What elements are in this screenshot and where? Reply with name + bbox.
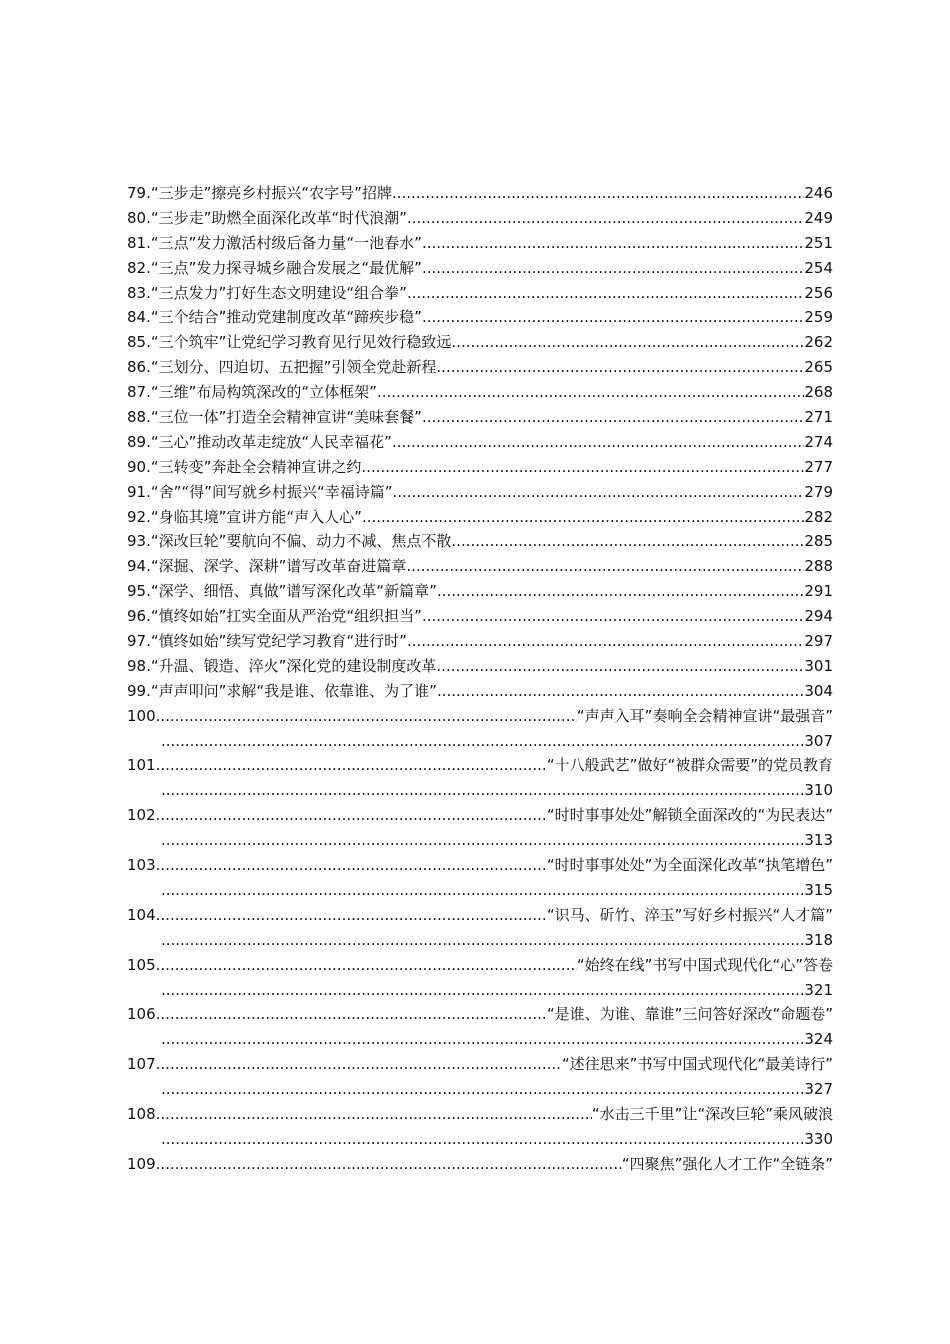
toc-entry-title: “水击三千里”让“深改巨轮”乘风破浪 <box>591 1104 833 1123</box>
toc-entry-continuation <box>127 878 833 903</box>
toc-entry-continuation <box>127 928 833 953</box>
toc-dot-leader <box>393 480 805 505</box>
toc-entry-continuation <box>127 1027 833 1052</box>
toc-entry-number: 80. <box>127 208 151 227</box>
toc-entry-title: “三个筑牢”让党纪学习教育见行见效行稳致远 <box>150 333 452 352</box>
toc-entry-text <box>127 430 392 455</box>
toc-entry-number: 97. <box>127 632 151 651</box>
toc-entry <box>127 430 833 455</box>
toc-page-number: 313 <box>804 831 833 850</box>
toc-page-number: 265 <box>804 358 833 377</box>
toc-page-number: 327 <box>804 1080 833 1099</box>
toc-page-number: 285 <box>804 532 833 551</box>
toc-entry-text <box>127 579 437 604</box>
toc-entry <box>127 330 833 355</box>
toc-entry-number: 108 <box>127 1104 156 1123</box>
toc-page-number: 259 <box>804 308 833 327</box>
toc-page-number: 291 <box>804 582 833 601</box>
toc-entry-number: 84. <box>127 308 151 327</box>
toc-entry-title: “三位一体”打造全会精神宣讲“美味套餐” <box>150 408 422 427</box>
toc-entry-text <box>127 654 436 679</box>
toc-dot-leader <box>156 1152 622 1177</box>
toc-entry-number: 86. <box>127 358 151 377</box>
toc-dot-leader <box>161 1127 804 1152</box>
toc-dot-leader <box>156 953 577 978</box>
toc-dot-leader <box>161 828 804 853</box>
toc-entry-number: 89. <box>127 432 151 451</box>
toc-entry-title: “深改巨轮”要航向不偏、动力不减、焦点不散 <box>150 532 452 551</box>
toc-entry <box>127 1052 833 1077</box>
toc-page-number: 288 <box>804 557 833 576</box>
toc-dot-leader <box>156 803 547 828</box>
toc-entry-number: 93. <box>127 532 151 551</box>
toc-entry-text <box>127 256 422 281</box>
toc-entry <box>127 405 833 430</box>
toc-dot-leader <box>422 604 804 629</box>
toc-entry <box>127 679 833 704</box>
toc-entry-title: “三步走”擦亮乡村振兴“农字号”招牌 <box>150 184 392 202</box>
toc-entry-title: “十八般武艺”做好“被群众需要”的党员教育 <box>546 756 833 775</box>
toc-entry-number: 94. <box>127 557 151 576</box>
toc-entry-text <box>127 529 451 554</box>
toc-entry-text <box>127 355 436 380</box>
toc-page-number: 297 <box>804 632 833 651</box>
toc-entry-title: “三维”布局构筑深改的“立体框架” <box>150 383 377 402</box>
toc-entry-continuation <box>127 1127 833 1152</box>
toc-entry-title: “慎终如始”续写党纪学习教育“进行时” <box>150 632 407 651</box>
toc-entry-title: “是谁、为谁、靠谁”三问答好深改“命题卷” <box>546 1005 833 1024</box>
toc-entry <box>127 206 833 231</box>
toc-entry-number: 88. <box>127 408 151 427</box>
toc-entry-number: 92. <box>127 507 151 526</box>
toc-entry-title: “慎终如始”扛实全面从严治党“组织担当” <box>150 607 422 626</box>
toc-entry-title: “深掘、深学、深耕”谱写改革奋进篇章 <box>150 557 407 576</box>
toc-dot-leader <box>161 878 804 903</box>
toc-entry-text <box>127 405 422 430</box>
toc-entry <box>127 704 833 729</box>
toc-dot-leader <box>392 430 804 455</box>
toc-page-number: 315 <box>804 880 833 899</box>
toc-entry-title: “升温、锻造、淬火”深化党的建设制度改革 <box>150 656 437 675</box>
toc-page-number: 304 <box>804 681 833 700</box>
toc-dot-leader <box>377 380 804 405</box>
toc-entry-title: “述往思来”书写中国式现代化“最美诗行” <box>561 1055 833 1074</box>
toc-entry <box>127 803 833 828</box>
toc-entry <box>127 1102 833 1127</box>
toc-entry-title: “识马、斫竹、淬玉”写好乡村振兴“人才篇” <box>546 905 833 924</box>
toc-page-number: 330 <box>804 1129 833 1148</box>
toc-entry <box>127 380 833 405</box>
toc-dot-leader <box>161 729 804 754</box>
toc-entry <box>127 853 833 878</box>
toc-dot-leader <box>161 978 804 1003</box>
toc-entry-number: 91. <box>127 482 151 501</box>
toc-page-number: 324 <box>804 1030 833 1049</box>
toc-entry <box>127 953 833 978</box>
toc-dot-leader <box>161 778 804 803</box>
toc-page-number: 279 <box>804 482 833 501</box>
toc-entry-number: 100 <box>127 706 156 725</box>
toc-dot-leader <box>422 256 804 281</box>
toc-page-number: 256 <box>804 283 833 302</box>
toc-entry-number: 90. <box>127 457 151 476</box>
toc-entry-number: 96. <box>127 607 151 626</box>
toc-entry-title: “三划分、四迫切、五把握”引领全党赴新程 <box>150 358 437 377</box>
toc-entry-number: 105 <box>127 955 156 974</box>
toc-page-number: 251 <box>804 233 833 252</box>
toc-entry <box>127 529 833 554</box>
toc-page-number: 249 <box>804 208 833 227</box>
toc-dot-leader <box>156 1002 547 1027</box>
toc-dot-leader <box>451 529 804 554</box>
toc-entry-title: “始终在线”书写中国式现代化“心”答卷 <box>576 955 833 974</box>
toc-dot-leader <box>422 231 804 256</box>
toc-dot-leader <box>362 505 804 530</box>
toc-dot-leader <box>156 704 577 729</box>
toc-dot-leader <box>436 654 804 679</box>
toc-entry-text <box>127 281 407 306</box>
toc-entry-number: 101 <box>127 756 156 775</box>
toc-dot-leader <box>156 853 547 878</box>
toc-entry-text <box>127 679 437 704</box>
toc-page-number: 277 <box>804 457 833 476</box>
toc-entry-continuation <box>127 778 833 803</box>
toc-entry-continuation <box>127 828 833 853</box>
toc-entry-number: 109 <box>127 1154 156 1173</box>
toc-entry-title: “四聚焦”强化人才工作“全链条” <box>621 1154 833 1173</box>
toc-dot-leader <box>407 281 804 306</box>
toc-entry-continuation <box>127 978 833 1003</box>
toc-entry-title: “三转变”奔赴全会精神宣讲之约 <box>150 457 362 476</box>
toc-dot-leader <box>161 1077 804 1102</box>
toc-entry <box>127 554 833 579</box>
toc-entry-text <box>127 455 361 480</box>
toc-dot-leader <box>436 355 804 380</box>
toc-page-number: 262 <box>804 333 833 352</box>
toc-entry-text <box>127 629 407 654</box>
toc-entry-number: 103 <box>127 856 156 875</box>
toc-entry-text <box>127 505 362 530</box>
toc-dot-leader <box>451 330 804 355</box>
toc-dot-leader <box>156 903 547 928</box>
toc-page-number: 271 <box>804 408 833 427</box>
toc-dot-leader <box>361 455 804 480</box>
toc-page-number: 301 <box>804 656 833 675</box>
toc-entry-text <box>127 480 393 505</box>
toc-dot-leader <box>437 579 804 604</box>
toc-entry <box>127 181 833 206</box>
toc-entry-number: 98. <box>127 656 151 675</box>
toc-entry-number: 107 <box>127 1055 156 1074</box>
toc-page-number: 318 <box>804 930 833 949</box>
toc-dot-leader <box>407 206 804 231</box>
toc-entry <box>127 355 833 380</box>
toc-entry <box>127 654 833 679</box>
toc-page-number: 321 <box>804 980 833 999</box>
toc-entry-title: “三点发力”打好生态文明建设“组合拳” <box>150 283 407 302</box>
toc-entry-number: 83. <box>127 283 151 302</box>
toc-dot-leader <box>422 305 804 330</box>
toc-entry-title: “声声叩问”求解“我是谁、依靠谁、为了谁” <box>150 681 437 700</box>
toc-entry <box>127 903 833 928</box>
toc-entry-title: “身临其境”宣讲方能“声入人心” <box>150 507 362 526</box>
toc-entry-number: 82. <box>127 258 151 277</box>
toc-entry-title: “三点”发力激活村级后备力量“一池春水” <box>150 233 422 252</box>
toc-entry-continuation <box>127 1077 833 1102</box>
toc-entry-text <box>127 231 422 256</box>
toc-entry-title: “时时事事处处”解锁全面深改的“为民表达” <box>546 806 833 825</box>
toc-dot-leader <box>161 1027 804 1052</box>
toc-entry <box>127 281 833 306</box>
toc-entry-number: 99. <box>127 681 151 700</box>
toc-entry <box>127 505 833 530</box>
toc-dot-leader <box>437 679 804 704</box>
toc-entry-title: “三心”推动改革走绽放“人民幸福花” <box>150 432 392 451</box>
toc-dot-leader <box>156 1052 562 1077</box>
toc-entry-number: 85. <box>127 333 151 352</box>
toc-entry <box>127 1002 833 1027</box>
toc-entry-number: 104 <box>127 905 156 924</box>
toc-dot-leader <box>392 181 804 206</box>
toc-dot-leader <box>406 554 804 579</box>
toc-entry <box>127 256 833 281</box>
toc-entry-text <box>127 554 406 579</box>
toc-entry-number: 81. <box>127 233 151 252</box>
toc-entry <box>127 579 833 604</box>
table-of-contents <box>127 181 833 1177</box>
toc-entry-text <box>127 330 451 355</box>
toc-entry-continuation <box>127 729 833 754</box>
toc-entry-text <box>127 206 407 231</box>
toc-page-number: 310 <box>804 781 833 800</box>
toc-page-number: 294 <box>804 607 833 626</box>
toc-entry-number: 87. <box>127 383 151 402</box>
toc-entry-text <box>127 604 422 629</box>
toc-entry <box>127 455 833 480</box>
toc-entry-number: 102 <box>127 806 156 825</box>
toc-entry <box>127 604 833 629</box>
toc-dot-leader <box>407 629 804 654</box>
toc-page-number: 246 <box>804 184 833 202</box>
toc-entry-title: “声声入耳”奏响全会精神宣讲“最强音” <box>576 706 833 725</box>
toc-entry-number: 95. <box>127 582 151 601</box>
toc-entry-title: “三步走”助燃全面深化改革“时代浪潮” <box>150 208 407 227</box>
toc-page-number: 282 <box>804 507 833 526</box>
toc-entry <box>127 629 833 654</box>
toc-entry <box>127 1152 833 1177</box>
toc-entry-title: “深学、细悟、真做”谱写深化改革“新篇章” <box>150 582 437 601</box>
toc-page-number: 268 <box>804 383 833 402</box>
toc-page-number: 274 <box>804 432 833 451</box>
toc-entry <box>127 305 833 330</box>
toc-entry-number: 79. <box>127 184 151 202</box>
toc-entry-title: “三个结合”推动党建制度改革“蹄疾步稳” <box>150 308 422 327</box>
toc-entry-number: 106 <box>127 1005 156 1024</box>
toc-dot-leader <box>422 405 804 430</box>
toc-entry-text <box>127 380 377 405</box>
toc-entry-title: “时时事事处处”为全面深化改革“执笔增色” <box>546 856 833 875</box>
toc-page-number: 254 <box>804 258 833 277</box>
toc-entry <box>127 480 833 505</box>
toc-dot-leader <box>156 753 547 778</box>
toc-entry-text <box>127 181 392 206</box>
toc-entry-text <box>127 305 422 330</box>
toc-entry <box>127 231 833 256</box>
toc-entry-title: “三点”发力探寻城乡融合发展之“最优解” <box>150 258 422 277</box>
toc-dot-leader <box>161 928 804 953</box>
toc-dot-leader <box>156 1102 592 1127</box>
toc-entry-title: “舍”“得”间写就乡村振兴“幸福诗篇” <box>150 482 393 501</box>
toc-page-number: 307 <box>804 731 833 750</box>
toc-entry <box>127 753 833 778</box>
